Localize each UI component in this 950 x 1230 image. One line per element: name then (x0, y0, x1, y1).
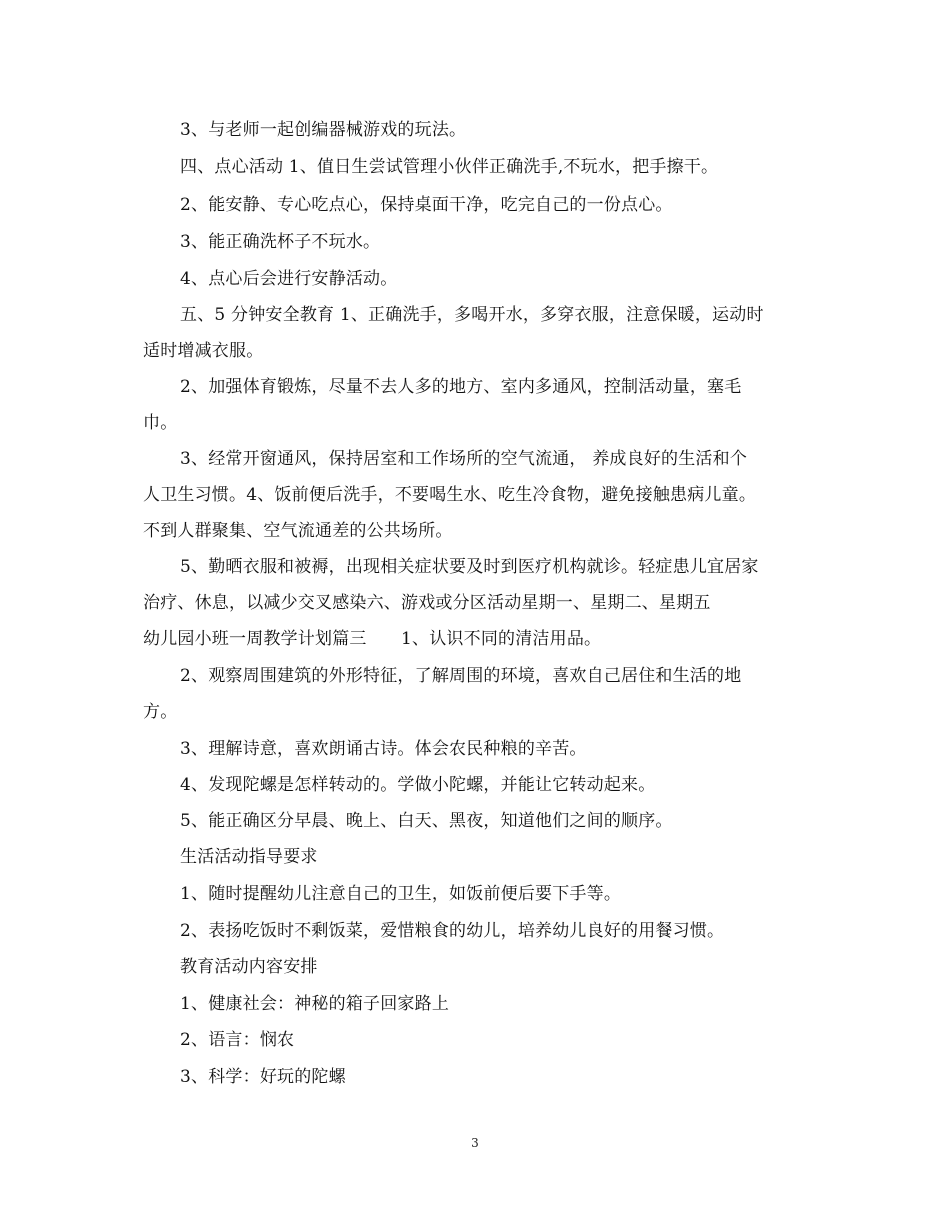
text-line: 四、点心活动 1、值日生尝试管理小伙伴正确洗手,不玩水，把手擦干。 (180, 157, 719, 177)
text-line: 巾。 (143, 413, 178, 433)
text-line: 2、加强体育锻炼，尽量不去人多的地方、室内多通风，控制活动量，塞毛 (180, 377, 742, 397)
text-line: 五、5 分钟安全教育 1、正确洗手，多喝开水，多穿衣服，注意保暖，运动时 (180, 305, 764, 325)
text-line: 方。 (143, 702, 178, 722)
text-line: 治疗、休息，以减少交叉感染六、游戏或分区活动星期一、星期二、星期五 (143, 593, 711, 613)
text-line: 2、观察周围建筑的外形特征，了解周围的环境，喜欢自己居住和生活的地 (180, 666, 742, 686)
section-heading: 教育活动内容安排 (180, 957, 318, 977)
text-line: 1、随时提醒幼儿注意自己的卫生，如饭前便后要下手等。 (180, 884, 622, 904)
text-line: 人卫生习惯。4、饭前便后洗手，不要喝生水、吃生冷食物，避免接触患病儿童。 (143, 485, 757, 505)
text-line: 4、点心后会进行安静活动。 (180, 269, 398, 289)
text-line: 不到人群聚集、空气流通差的公共场所。 (143, 521, 453, 541)
text-line: 1、健康社会：神秘的箱子回家路上 (180, 994, 450, 1014)
page-number: 3 (471, 1136, 479, 1150)
text-line: 3、能正确洗杯子不玩水。 (180, 232, 381, 252)
text-line: 3、经常开窗通风，保持居室和工作场所的空气流通， 养成良好的生活和个 (180, 449, 748, 469)
text-line: 3、科学：好玩的陀螺 (180, 1067, 346, 1087)
text-line: 适时增减衣服。 (143, 341, 264, 361)
text-line: 幼儿园小班一周教学计划篇三 1、认识不同的清洁用品。 (143, 629, 602, 649)
text-line: 4、发现陀螺是怎样转动的。学做小陀螺，并能让它转动起来。 (180, 775, 656, 795)
text-line: 3、理解诗意，喜欢朗诵古诗。体会农民种粮的辛苦。 (180, 739, 587, 759)
text-line: 2、表扬吃饭时不剩饭菜，爱惜粮食的幼儿，培养幼儿良好的用餐习惯。 (180, 921, 725, 941)
text-line: 5、能正确区分早晨、晚上、白天、黑夜，知道他们之间的顺序。 (180, 811, 673, 831)
text-line: 5、勤晒衣服和被褥，出现相关症状要及时到医疗机构就诊。轻症患儿宜居家 (180, 557, 759, 577)
text-line: 3、与老师一起创编器械游戏的玩法。 (180, 120, 467, 140)
text-line: 2、语言：悯农 (180, 1030, 295, 1050)
text-line: 2、能安静、专心吃点心，保持桌面干净，吃完自己的一份点心。 (180, 195, 673, 215)
section-heading: 生活活动指导要求 (180, 847, 318, 867)
